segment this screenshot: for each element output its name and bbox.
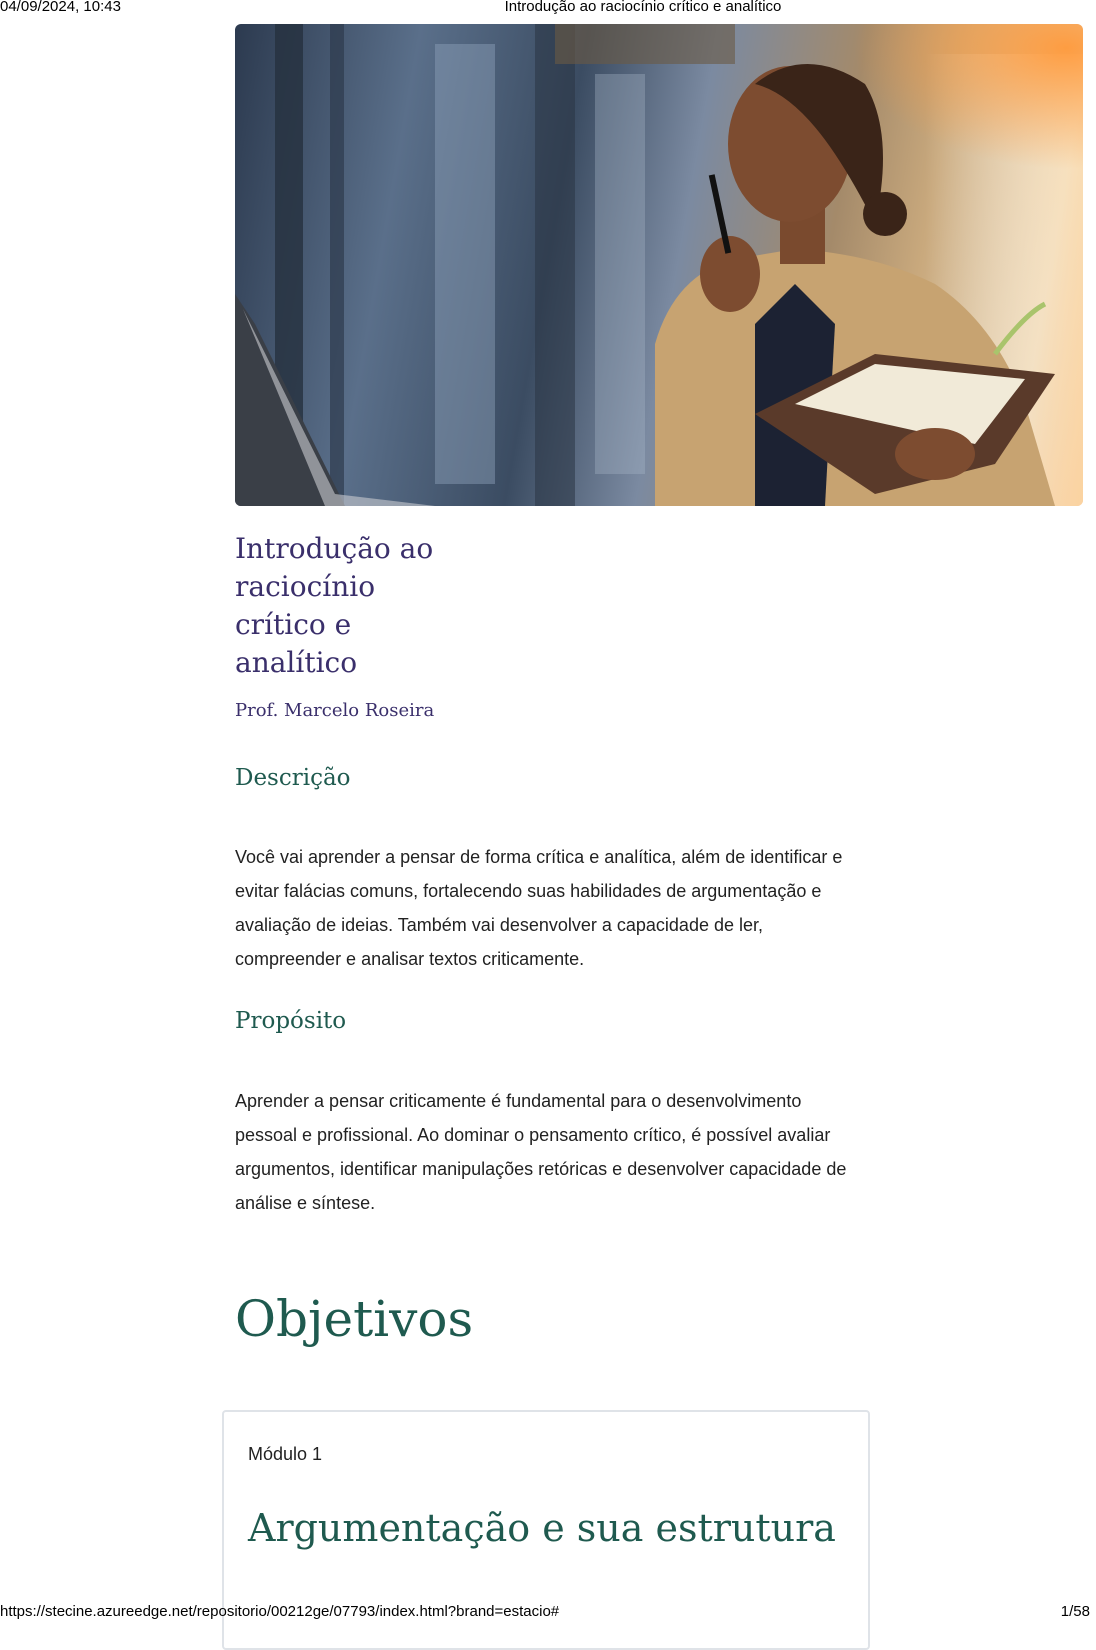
module-title: Argumentação e sua estrutura	[248, 1506, 836, 1550]
hero-image-illustration	[235, 24, 1083, 506]
course-author: Prof. Marcelo Roseira	[235, 700, 435, 721]
print-footer-url: https://stecine.azureedge.net/repositorio/00212ge/07793/index.html?brand=estacio#	[0, 1603, 560, 1620]
hero-image	[235, 24, 1083, 506]
proposito-text: Aprender a pensar criticamente é fundamental para o desenvolvimento pessoal e profissional. Ao dominar o pensamento crítico, é possível avaliar argumentos, identificar manipulações retóricas e desenvolver capacidade de análise e síntese.	[235, 1091, 847, 1213]
module-label: Módulo 1	[248, 1444, 323, 1464]
print-footer-page-number: 1/58	[1060, 1603, 1090, 1620]
print-header-datetime: 04/09/2024, 10:43	[0, 0, 121, 15]
proposito-heading: Propósito	[235, 1008, 347, 1034]
print-header-title: Introdução ao raciocínio crítico e analítico	[504, 0, 782, 15]
descricao-heading: Descrição	[235, 765, 351, 791]
course-title: Introdução ao raciocínio crítico e analítico	[235, 532, 434, 679]
objetivos-heading: Objetivos	[235, 1290, 474, 1348]
descricao-text: Você vai aprender a pensar de forma crítica e analítica, além de identificar e evitar falácias comuns, fortalecendo suas habilidades de argumentação e avaliação de ideias. Também vai desenvolver a capacidade de ler, compreender e analisar textos criticamente.	[235, 847, 843, 969]
